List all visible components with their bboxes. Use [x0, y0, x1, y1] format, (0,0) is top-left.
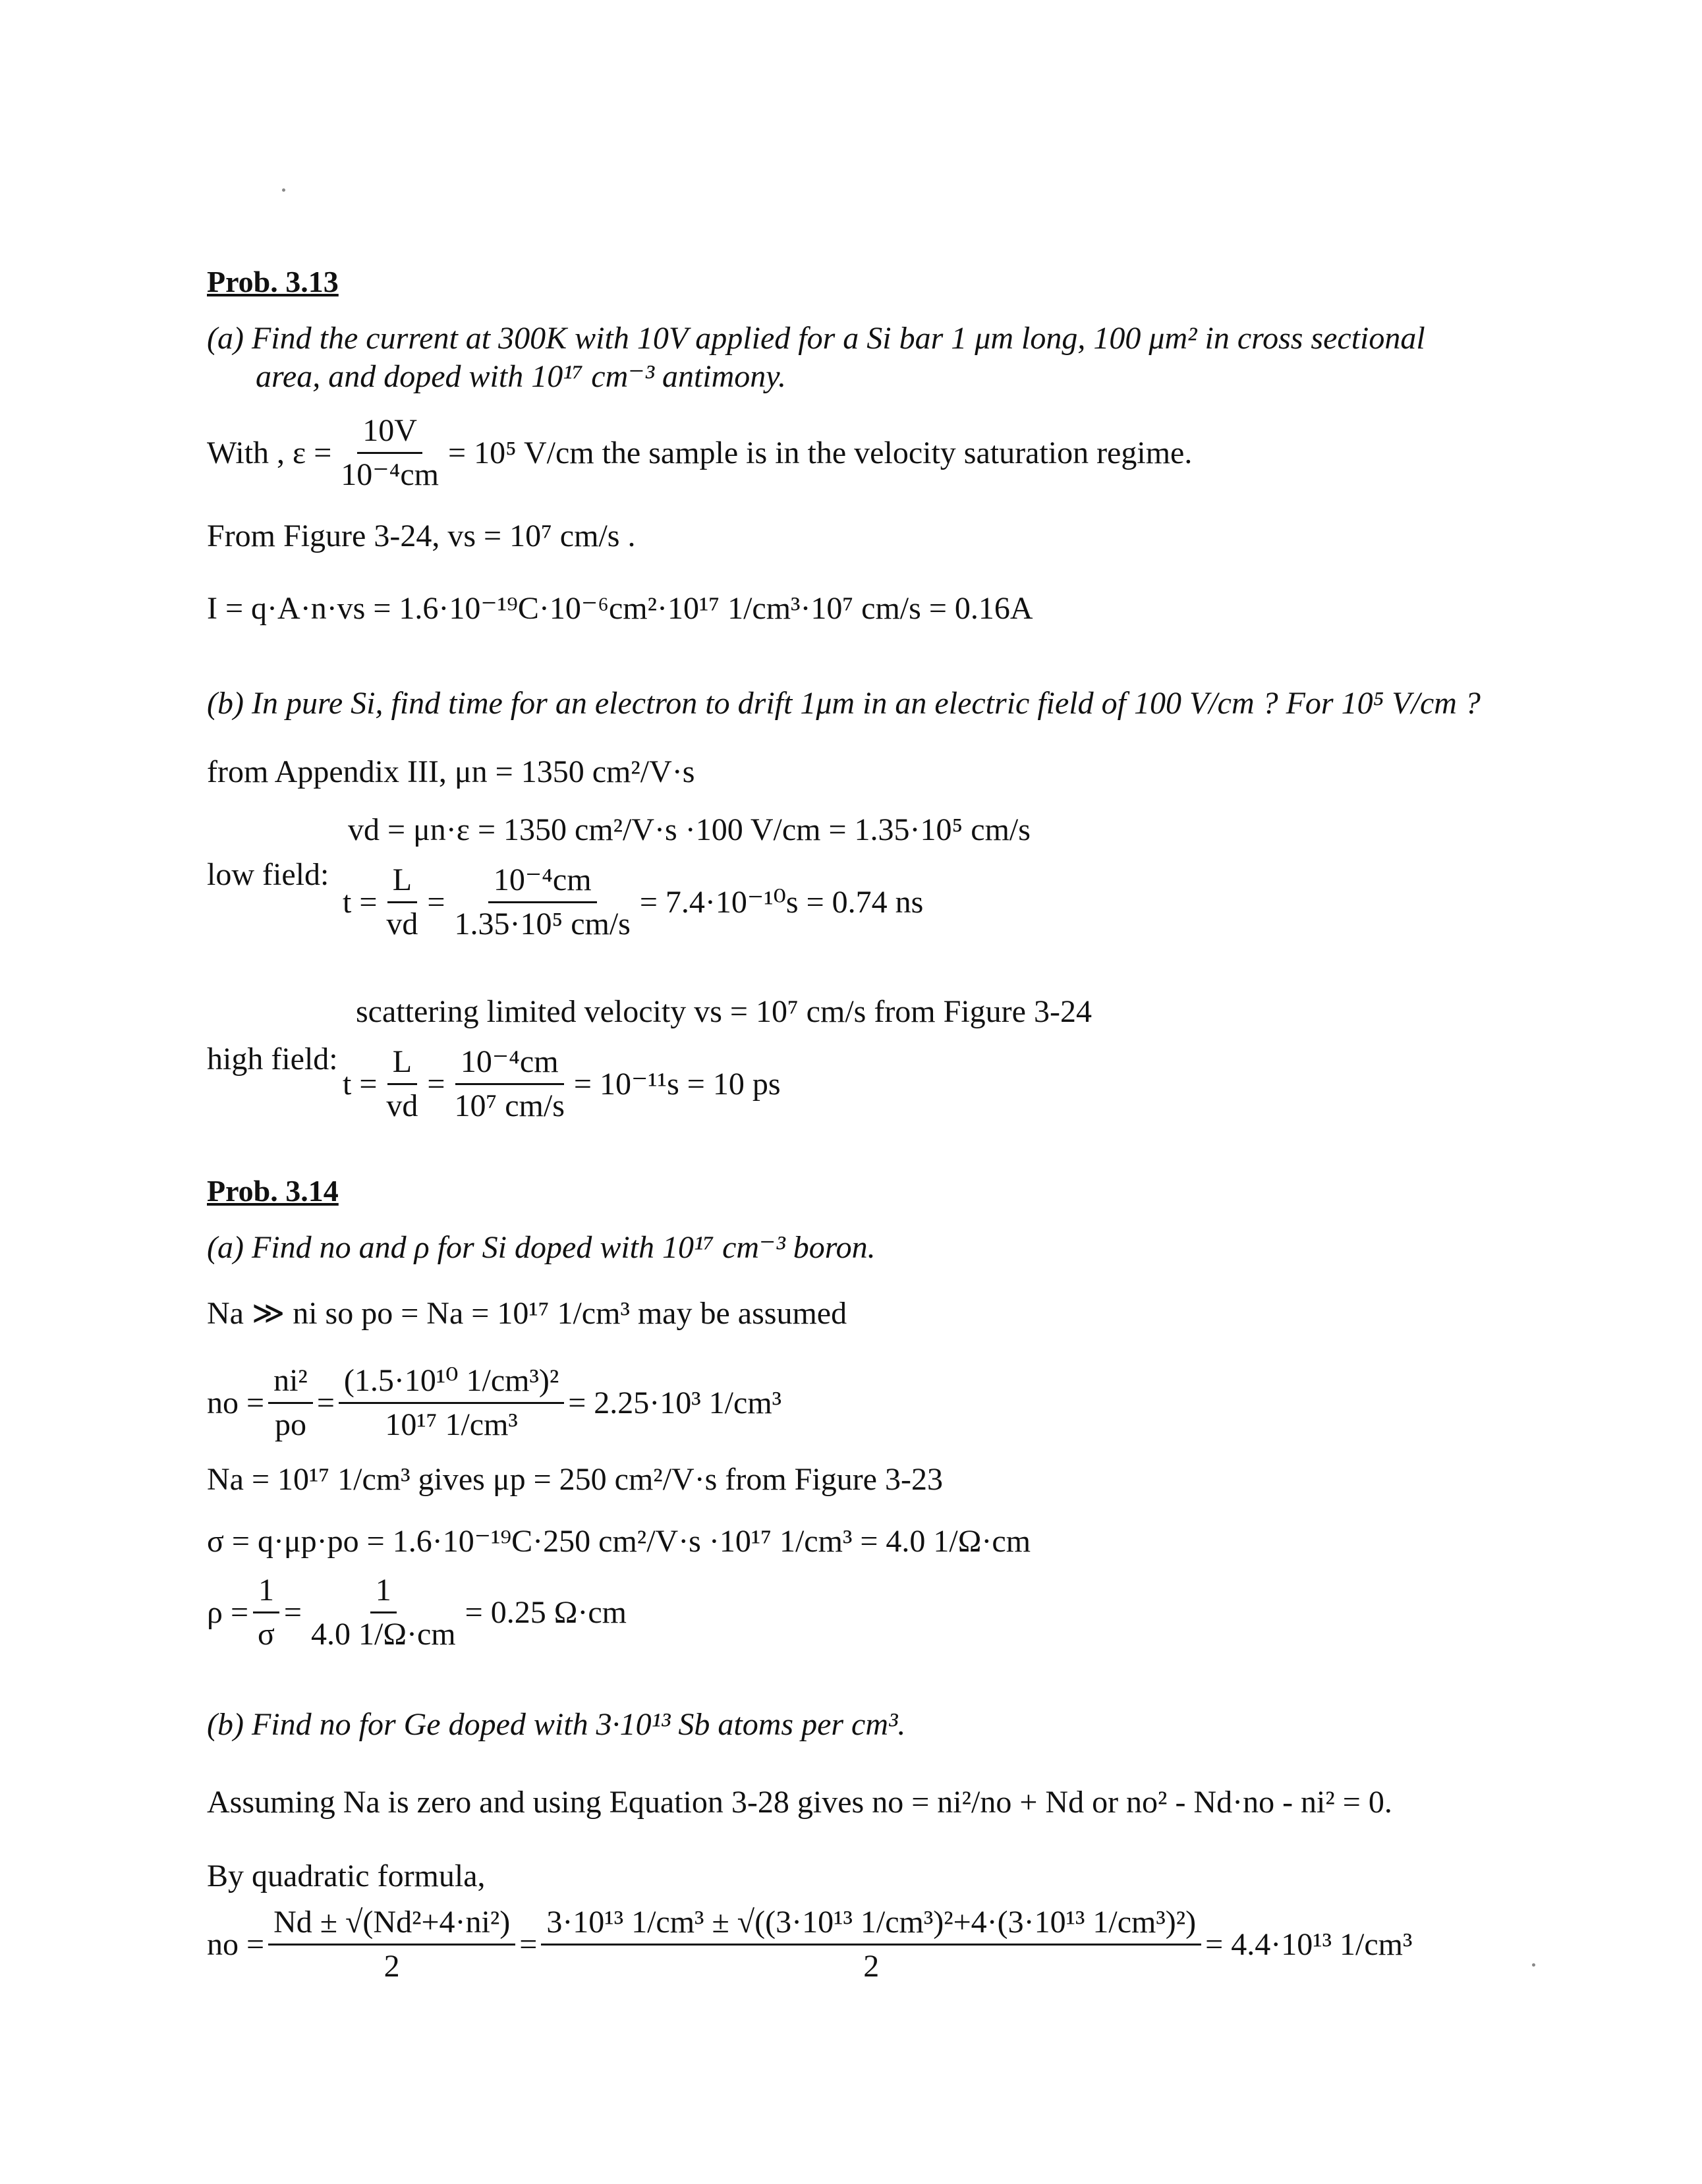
- no-frac-1: [268, 1362, 313, 1443]
- high-frac-1: [381, 1044, 423, 1125]
- with-label: With , ε =: [207, 435, 332, 470]
- equals: =: [316, 1385, 335, 1420]
- equals: =: [427, 1066, 445, 1102]
- mobility-line: Na = 10¹⁷ 1/cm³ gives μp = 250 cm²/V·s from Figure 3-23: [207, 1462, 943, 1497]
- field-num: 10V: [357, 412, 422, 454]
- low-den-1: vd: [386, 907, 418, 941]
- question-a-line1: (a) Find the current at 300K with 10V applied for a Si bar 1 μm long, 100 μm² in cross sectional: [207, 321, 1425, 356]
- low-frac-2: [449, 862, 635, 943]
- field-den: 10⁻⁴cm: [341, 457, 439, 492]
- problem-title-3-14: Prob. 3.14: [207, 1174, 339, 1208]
- current-equation: I = q·A·n·vs = 1.6·10⁻¹⁹C·10⁻⁶cm²·10¹⁷ 1/cm³·10⁷ cm/s = 0.16A: [207, 591, 1033, 626]
- scattering-line: scattering limited velocity vs = 10⁷ cm/s from Figure 3-24: [356, 994, 1092, 1029]
- high-result: = 10⁻¹¹s = 10 ps: [573, 1066, 781, 1102]
- no-num-1: ni²: [268, 1362, 313, 1404]
- low-num-1: L: [387, 862, 417, 903]
- quad-frac-1: [268, 1904, 515, 1985]
- no-frac-2: [339, 1362, 564, 1443]
- quad-num-1: Nd ± √(Nd²+4·ni²): [268, 1904, 515, 1946]
- quad-den-2: 2: [863, 1949, 880, 1984]
- no-num-2: (1.5·10¹⁰ 1/cm³)²: [339, 1362, 564, 1404]
- high-field-label: high field:: [207, 1042, 338, 1077]
- appendix-line: from Appendix III, μn = 1350 cm²/V·s: [207, 754, 695, 789]
- no-den-1: po: [274, 1407, 306, 1442]
- low-frac-1: [381, 862, 423, 943]
- quadratic-equation: [207, 1904, 1412, 1985]
- rho-num-2: 1: [370, 1572, 397, 1613]
- high-t: t =: [343, 1066, 378, 1102]
- resistivity-equation: [207, 1572, 627, 1653]
- problem-title-3-13: Prob. 3.13: [207, 265, 339, 298]
- conductivity-line: σ = q·μp·po = 1.6·10⁻¹⁹C·250 cm²/V·s ·10¹⁷ 1/cm³ = 4.0 1/Ω·cm: [207, 1524, 1031, 1559]
- no-equation: [207, 1362, 781, 1443]
- low-field-label: low field:: [207, 857, 329, 892]
- quad-lhs: no =: [207, 1926, 265, 1962]
- question-b-3-14: (b) Find no for Ge doped with 3·10¹³ Sb atoms per cm³.: [207, 1707, 906, 1742]
- figure-ref-line: From Figure 3-24, vs = 10⁷ cm/s .: [207, 518, 636, 553]
- high-num-2: 10⁻⁴cm: [455, 1044, 564, 1085]
- no-lhs: no =: [207, 1385, 265, 1420]
- rho-frac-1: [252, 1572, 280, 1653]
- low-result: = 7.4·10⁻¹⁰s = 0.74 ns: [639, 884, 924, 920]
- question-a-3-14: (a) Find no and ρ for Si doped with 10¹⁷ cm⁻³ boron.: [207, 1230, 876, 1265]
- low-den-2: 1.35·10⁵ cm/s: [454, 907, 631, 941]
- rho-den-2: 4.0 1/Ω·cm: [310, 1617, 456, 1652]
- no-den-2: 10¹⁷ 1/cm³: [385, 1407, 518, 1442]
- question-a-line2: area, and doped with 10¹⁷ cm⁻³ antimony.: [256, 359, 786, 394]
- quad-num-2: 3·10¹³ 1/cm³ ± √((3·10¹³ 1/cm³)²+4·(3·10¹³ 1/cm³)²): [541, 1904, 1201, 1946]
- equals: =: [283, 1594, 302, 1630]
- rho-frac-2: [306, 1572, 461, 1653]
- low-field-equation: [343, 862, 923, 943]
- quadratic-intro: By quadratic formula,: [207, 1859, 486, 1893]
- question-b: (b) In pure Si, find time for an electron to drift 1μm in an electric field of 100 V/cm ? For 10⁵ V/cm ?: [207, 686, 1481, 721]
- high-den-1: vd: [386, 1088, 418, 1123]
- equals: =: [427, 884, 445, 920]
- rho-result: = 0.25 Ω·cm: [465, 1594, 627, 1630]
- field-equation: [207, 412, 1192, 493]
- field-fraction: [335, 412, 444, 493]
- no-result: = 2.25·10³ 1/cm³: [568, 1385, 782, 1420]
- equals: =: [519, 1926, 538, 1962]
- scan-speck: [282, 188, 285, 192]
- rho-num-1: 1: [253, 1572, 279, 1613]
- high-frac-2: [449, 1044, 569, 1125]
- rho-den-1: σ: [258, 1617, 275, 1652]
- field-rest: = 10⁵ V/cm the sample is in the velocity saturation regime.: [448, 435, 1193, 470]
- quad-den-1: 2: [383, 1949, 400, 1984]
- quad-frac-2: [541, 1904, 1201, 1985]
- low-num-2: 10⁻⁴cm: [488, 862, 597, 903]
- high-den-2: 10⁷ cm/s: [454, 1088, 565, 1123]
- drift-velocity-line: vd = μn·ε = 1350 cm²/V·s ·100 V/cm = 1.35·10⁵ cm/s: [348, 812, 1031, 847]
- high-num-1: L: [387, 1044, 417, 1085]
- assumption2-line: Assuming Na is zero and using Equation 3-28 gives no = ni²/no + Nd or no² - Nd·no - ni² = 0.: [207, 1785, 1392, 1820]
- rho-lhs: ρ =: [207, 1594, 249, 1630]
- high-field-equation: [343, 1044, 781, 1125]
- assumption-line: Na ≫ ni so po = Na = 10¹⁷ 1/cm³ may be assumed: [207, 1296, 847, 1331]
- scan-speck: [1532, 1963, 1535, 1967]
- quad-result: = 4.4·10¹³ 1/cm³: [1205, 1926, 1413, 1962]
- low-t: t =: [343, 884, 378, 920]
